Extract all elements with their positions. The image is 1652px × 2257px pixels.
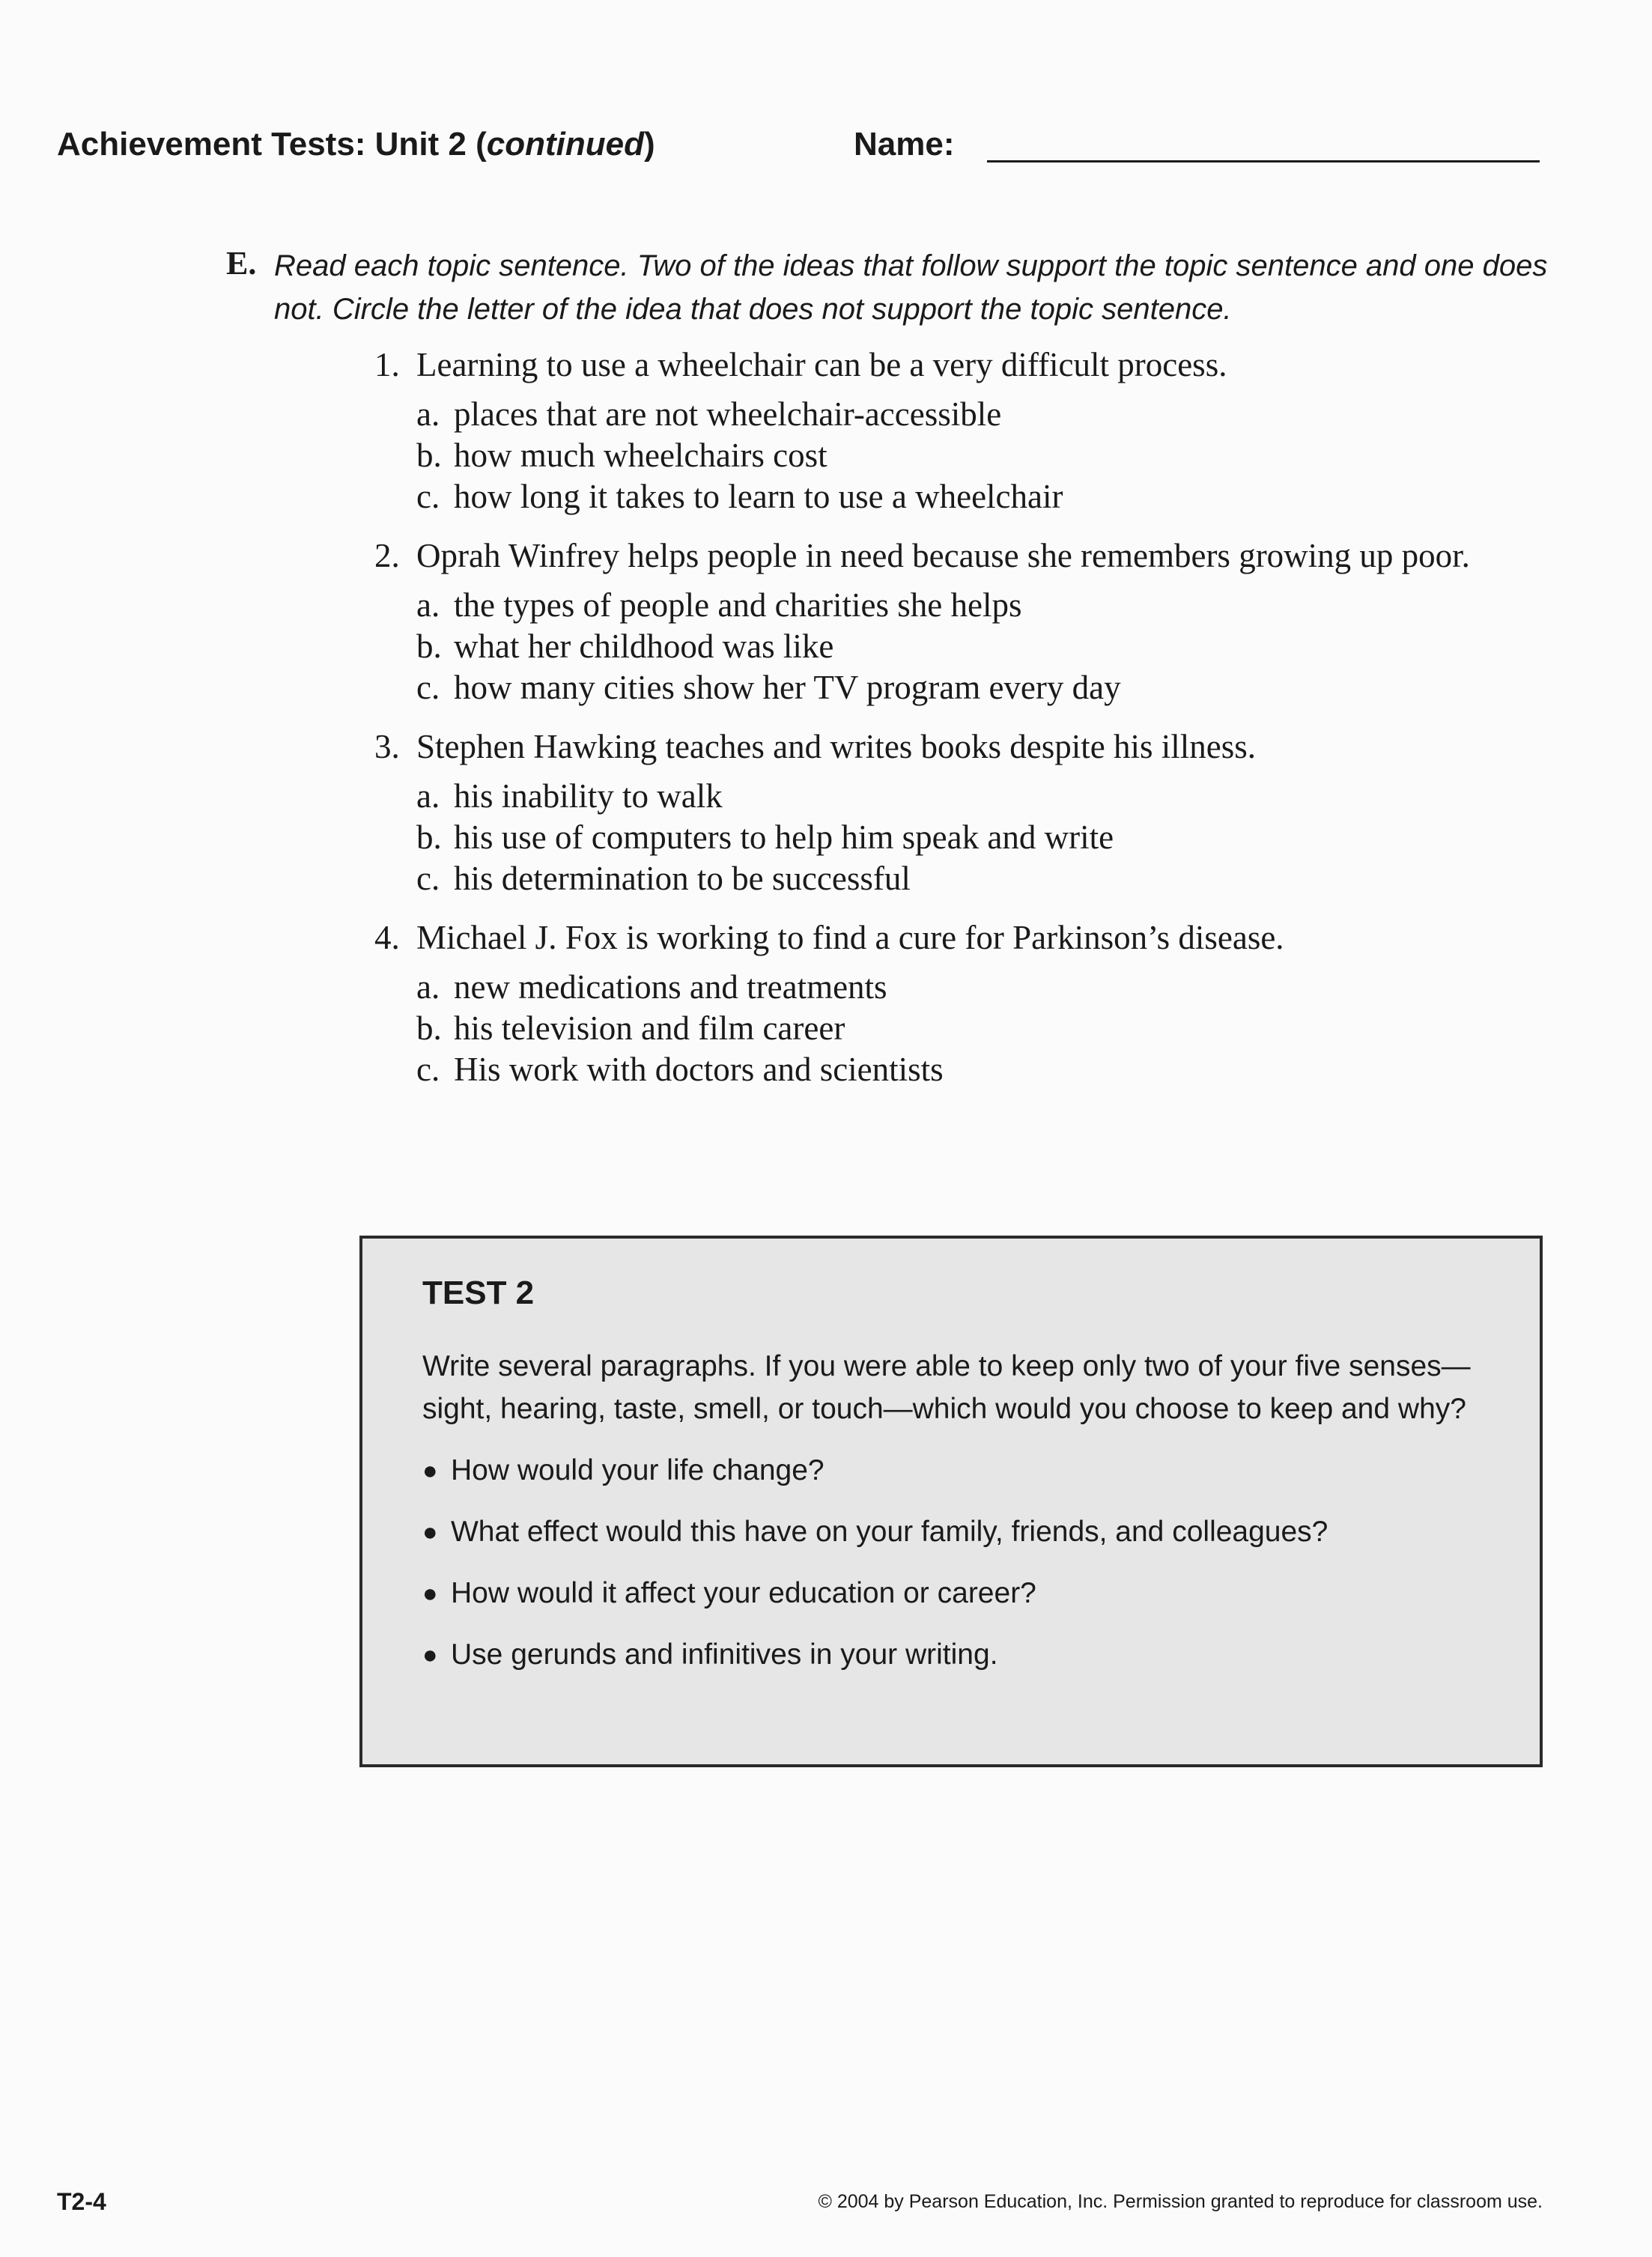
question-2 <box>374 534 1543 708</box>
topic-sentence: Michael J. Fox is working to find a cure for Parkinson’s disease. <box>416 919 1284 956</box>
test-2-box <box>359 1236 1543 1767</box>
option-letter: c. <box>416 860 440 897</box>
option-a[interactable] <box>416 585 1543 626</box>
name-field[interactable] <box>987 160 1540 162</box>
option-text: his inability to walk <box>454 777 723 815</box>
option-c[interactable] <box>416 858 1543 899</box>
question-number: 2. <box>374 537 400 574</box>
copyright-notice: © 2004 by Pearson Education, Inc. Permission granted to reproduce for classroom use. <box>818 2191 1543 2212</box>
question-4 <box>374 916 1543 1090</box>
option-c[interactable] <box>416 476 1543 517</box>
bullet-item <box>422 1448 1495 1493</box>
option-text: places that are not wheelchair-accessible <box>454 395 1002 433</box>
bullet-icon: ● <box>422 1456 438 1485</box>
option-text: his television and film career <box>454 1009 845 1047</box>
bullet-item <box>422 1510 1495 1555</box>
option-letter: a. <box>416 586 440 624</box>
test-2-title: TEST 2 <box>422 1275 535 1311</box>
option-letter: b. <box>416 818 442 856</box>
question-number: 3. <box>374 728 400 765</box>
bullet-text: What effect would this have on your family, friends, and colleagues? <box>451 1516 1328 1548</box>
option-letter: b. <box>416 437 442 474</box>
bullet-icon: ● <box>422 1579 438 1608</box>
bullet-icon: ● <box>422 1518 438 1546</box>
option-letter: b. <box>416 628 442 665</box>
option-letter: c. <box>416 1051 440 1088</box>
option-letter: c. <box>416 669 440 706</box>
option-c[interactable] <box>416 1049 1543 1090</box>
section-e-letter: E. <box>226 245 257 282</box>
title-main: Achievement Tests: Unit 2 ( <box>57 126 487 162</box>
topic-sentence: Oprah Winfrey helps people in need because she remembers growing up poor. <box>416 537 1470 574</box>
option-a[interactable] <box>416 967 1543 1008</box>
option-letter: a. <box>416 968 440 1006</box>
option-b[interactable] <box>416 1008 1543 1049</box>
question-list <box>374 343 1543 1107</box>
bullet-text: How would your life change? <box>451 1454 825 1486</box>
option-text: his determination to be successful <box>454 860 911 897</box>
option-b[interactable] <box>416 435 1543 476</box>
question-1 <box>374 343 1543 517</box>
page-code: T2-4 <box>57 2188 106 2215</box>
question-3 <box>374 725 1543 899</box>
bullet-text: How would it affect your education or career? <box>451 1577 1036 1609</box>
option-text: the types of people and charities she helps <box>454 586 1022 624</box>
option-letter: a. <box>416 395 440 433</box>
option-text: His work with doctors and scientists <box>454 1051 944 1088</box>
option-text: how much wheelchairs cost <box>454 437 827 474</box>
option-text: how long it takes to learn to use a wheelchair <box>454 478 1063 515</box>
option-a[interactable] <box>416 394 1543 435</box>
bullet-item <box>422 1632 1495 1677</box>
bullet-icon: ● <box>422 1641 438 1669</box>
bullet-text: Use gerunds and infinitives in your writing. <box>451 1638 998 1671</box>
option-c[interactable] <box>416 667 1543 708</box>
option-b[interactable] <box>416 817 1543 858</box>
option-a[interactable] <box>416 776 1543 817</box>
question-number: 4. <box>374 919 400 956</box>
name-label: Name: <box>854 126 955 162</box>
title-end: ) <box>643 126 655 162</box>
option-text: how many cities show her TV program every day <box>454 669 1121 706</box>
option-text: what her childhood was like <box>454 628 834 665</box>
option-letter: b. <box>416 1009 442 1047</box>
topic-sentence: Learning to use a wheelchair can be a very difficult process. <box>416 346 1227 383</box>
option-text: his use of computers to help him speak and write <box>454 818 1114 856</box>
page-title <box>57 126 655 163</box>
option-letter: c. <box>416 478 440 515</box>
option-letter: a. <box>416 777 440 815</box>
title-continued: continued <box>486 126 644 162</box>
section-e-instruction: Read each topic sentence. Two of the ideas that follow support the topic sentence and one does not. Circle the letter of the idea that does not support the topic sentence. <box>274 249 1548 326</box>
topic-sentence: Stephen Hawking teaches and writes books despite his illness. <box>416 728 1257 765</box>
test-2-bullet-list <box>422 1448 1495 1677</box>
test-2-prompt: Write several paragraphs. If you were able to keep only two of your five senses—sight, hearing, taste, smell, or touch—which would you choose to keep and why? <box>422 1350 1471 1425</box>
option-text: new medications and treatments <box>454 968 887 1006</box>
bullet-item <box>422 1571 1495 1616</box>
option-b[interactable] <box>416 626 1543 667</box>
question-number: 1. <box>374 346 400 383</box>
